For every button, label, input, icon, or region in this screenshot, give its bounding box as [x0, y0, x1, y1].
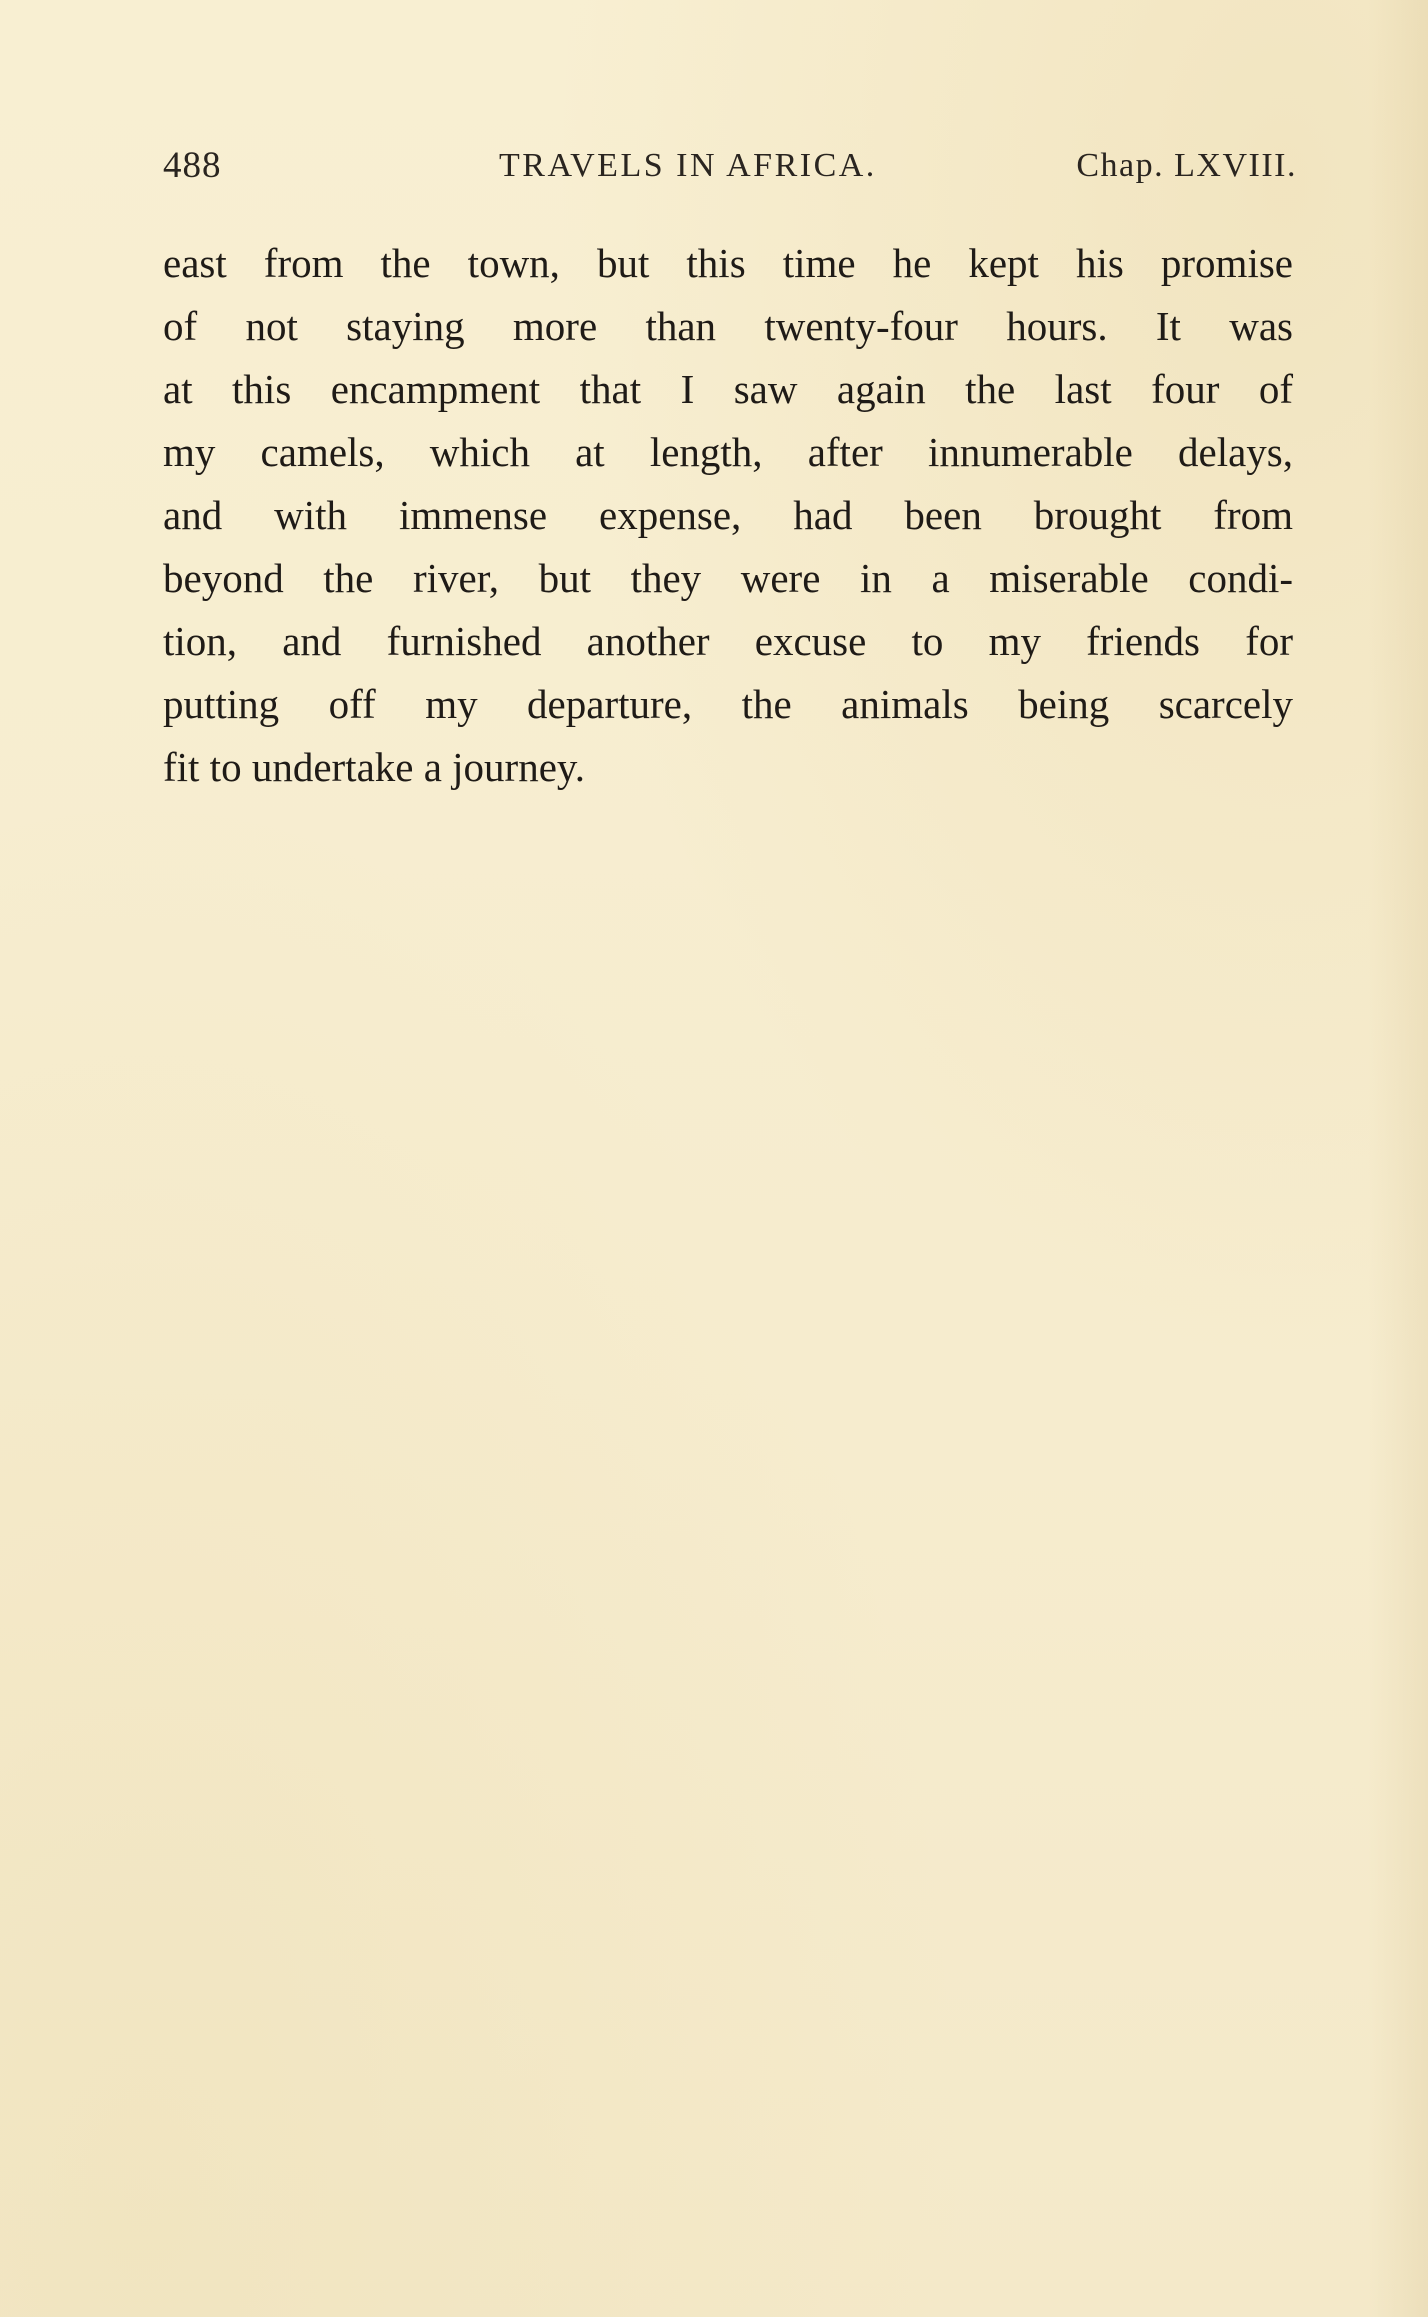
page-edge-shadow — [1368, 0, 1428, 2317]
text-line: tion, and furnished another excuse to my friends for — [163, 618, 1293, 664]
text-line: at this encampment that I saw again the last four of — [163, 366, 1293, 412]
text-line: putting off my departure, the animals being scarcely — [163, 681, 1293, 727]
body-text — [163, 232, 1293, 799]
chapter-label: Chap. LXVIII. — [1076, 147, 1297, 184]
text-line: of not staying more than twenty-four hours. It was — [163, 303, 1293, 349]
text-line: and with immense expense, had been brought from — [163, 492, 1293, 538]
text-line: beyond the river, but they were in a miserable condi- — [163, 555, 1293, 601]
text-line: fit to undertake a journey. — [163, 744, 585, 790]
running-title: TRAVELS IN AFRICA. — [499, 147, 877, 184]
text-line: east from the town, but this time he kept his promise — [163, 240, 1293, 286]
running-head — [163, 142, 1297, 190]
text-line: my camels, which at length, after innumerable delays, — [163, 429, 1293, 475]
page-number: 488 — [163, 145, 222, 186]
